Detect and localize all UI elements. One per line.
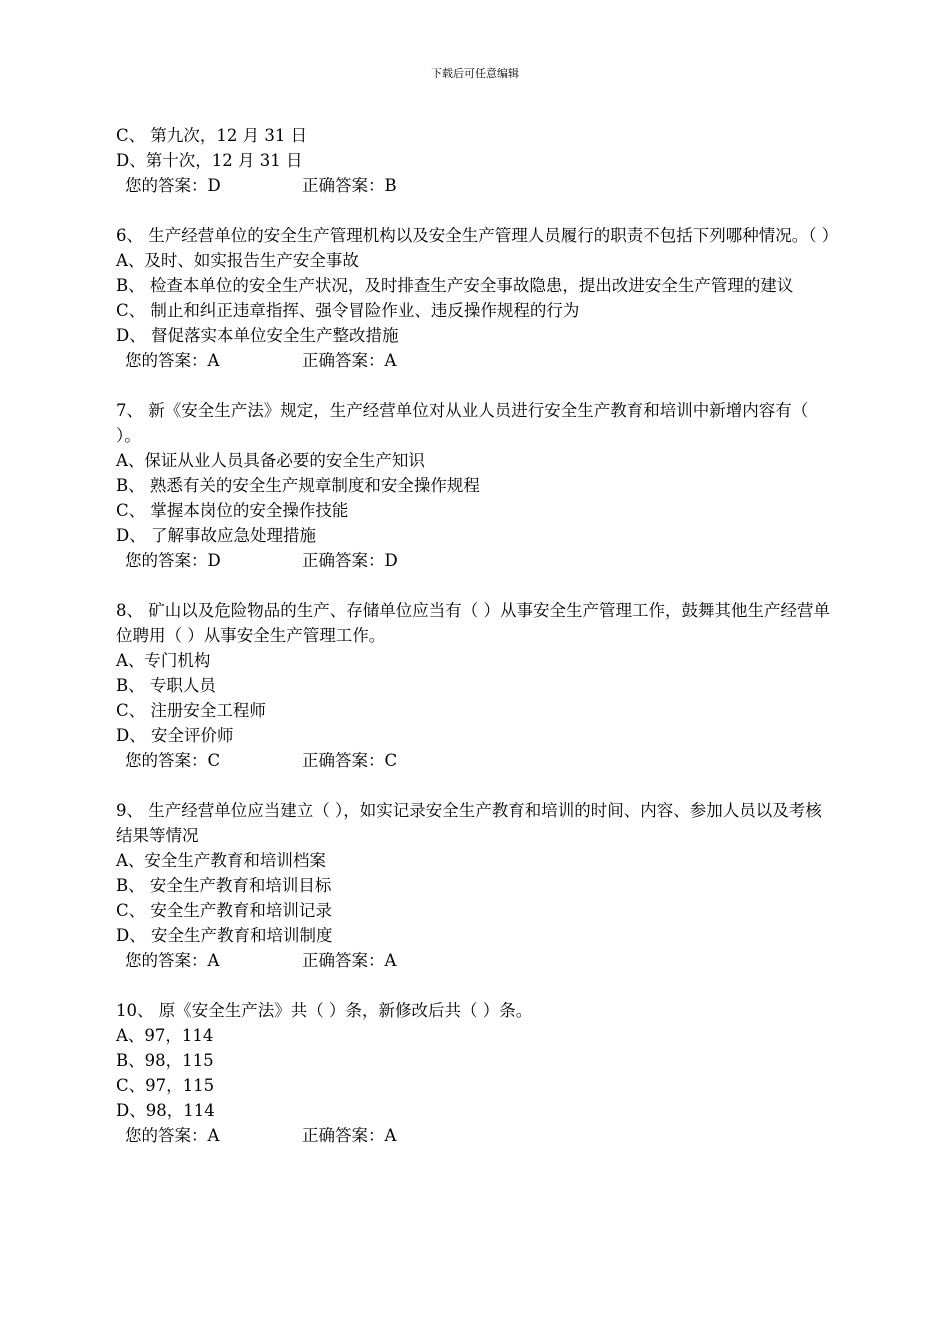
- your-answer: 您的答案：D: [125, 551, 221, 570]
- correct-answer: 正确答案：D: [302, 551, 398, 570]
- answer-row: [116, 173, 836, 198]
- option-a: A、保证从业人员具备必要的安全生产知识: [116, 451, 425, 470]
- question-10: [116, 998, 836, 1148]
- option-b: B、98，115: [116, 1051, 214, 1070]
- option-a: A、及时、如实报告生产安全事故: [116, 251, 359, 270]
- option-c: C、 安全生产教育和培训记录: [116, 901, 332, 920]
- option-b: B、 安全生产教育和培训目标: [116, 876, 332, 895]
- option-a: A、97，114: [116, 1026, 214, 1045]
- answer-row: [116, 548, 836, 573]
- option-c: C、 注册安全工程师: [116, 701, 266, 720]
- option-b: B、 熟悉有关的安全生产规章制度和安全操作规程: [116, 476, 480, 495]
- page-header: 下载后可任意编辑: [431, 67, 519, 80]
- option-d: D、98，114: [116, 1101, 215, 1120]
- option-d: D、 了解事故应急处理措施: [116, 526, 316, 545]
- correct-answer: 正确答案：B: [302, 176, 397, 195]
- answer-row: [116, 348, 836, 373]
- question-text: 9、 生产经营单位应当建立（ ），如实记录安全生产教育和培训的时间、内容、参加人员以及考核结果等情况: [116, 801, 822, 845]
- option-b: B、 检查本单位的安全生产状况，及时排查生产安全事故隐患，提出改进安全生产管理的建议: [116, 276, 794, 295]
- option-c: C、97，115: [116, 1076, 215, 1095]
- answer-row: [116, 1123, 836, 1148]
- your-answer: 您的答案：C: [125, 751, 221, 770]
- answer-row: [116, 748, 836, 773]
- your-answer: 您的答案：D: [125, 176, 221, 195]
- option-c: C、 掌握本岗位的安全操作技能: [116, 501, 349, 520]
- option-d: D、 督促落实本单位安全生产整改措施: [116, 326, 399, 345]
- your-answer: 您的答案：A: [125, 1126, 220, 1145]
- option-b: B、 专职人员: [116, 676, 216, 695]
- option-d: D、 安全评价师: [116, 726, 234, 745]
- question-6: [116, 223, 839, 373]
- question-9: [116, 798, 836, 973]
- correct-answer: 正确答案：A: [302, 951, 397, 970]
- document-body: [116, 123, 839, 1148]
- option-a: A、专门机构: [116, 651, 211, 670]
- your-answer: 您的答案：A: [125, 351, 220, 370]
- question-text: 8、 矿山以及危险物品的生产、存储单位应当有（ ）从事安全生产管理工作，鼓舞其他生产经营单位聘用（ ）从事安全生产管理工作。: [116, 601, 830, 645]
- question-text: 10、 原《安全生产法》共（ ）条，新修改后共（ ）条。: [116, 1001, 533, 1020]
- option-a: A、安全生产教育和培训档案: [116, 851, 326, 870]
- answer-row: [116, 948, 836, 973]
- question-text: 6、 生产经营单位的安全生产管理机构以及安全生产管理人员履行的职责不包括下列哪种情况。（ ）: [116, 226, 839, 245]
- correct-answer: 正确答案：A: [302, 1126, 397, 1145]
- option-c: C、 第九次，12 月 31 日: [116, 126, 308, 145]
- correct-answer: 正确答案：A: [302, 351, 397, 370]
- option-d: D、第十次，12 月 31 日: [116, 151, 303, 170]
- your-answer: 您的答案：A: [125, 951, 220, 970]
- question-5-tail: [116, 123, 836, 198]
- question-8: [116, 598, 836, 773]
- option-c: C、 制止和纠正违章指挥、强令冒险作业、违反操作规程的行为: [116, 301, 580, 320]
- question-text: 7、 新《安全生产法》规定，生产经营单位对从业人员进行安全生产教育和培训中新增内容有（ ）。: [116, 401, 809, 445]
- correct-answer: 正确答案：C: [302, 751, 398, 770]
- question-7: [116, 398, 836, 573]
- option-d: D、 安全生产教育和培训制度: [116, 926, 333, 945]
